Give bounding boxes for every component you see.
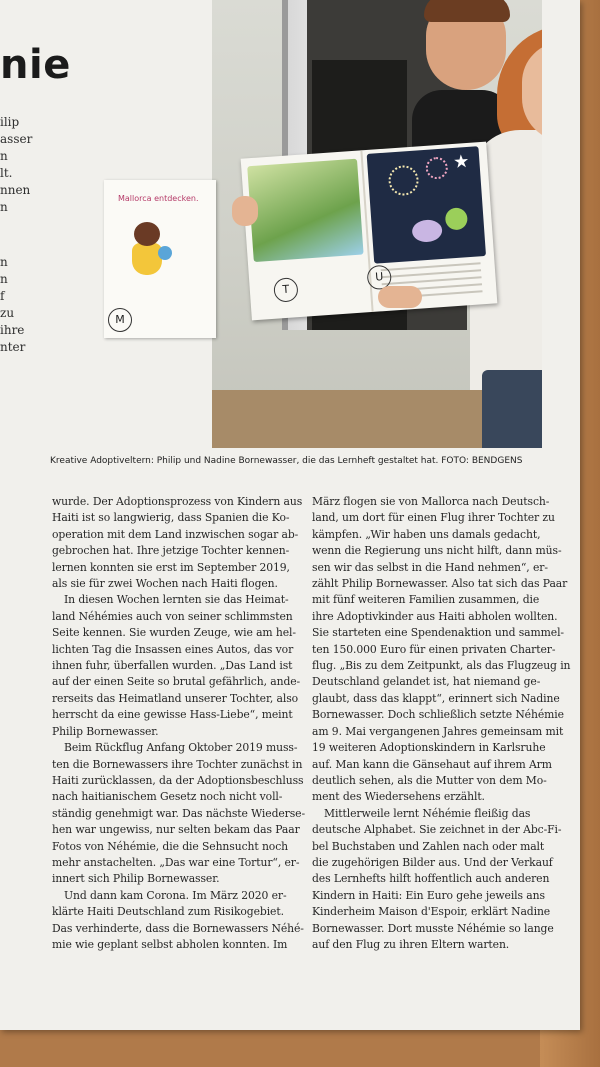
article-text-line: auf den Flug zu ihren Eltern warten. bbox=[312, 937, 510, 951]
workbook-title: Mallorca entdecken. bbox=[118, 194, 199, 203]
child-illustration-head bbox=[134, 222, 160, 246]
cropped-text-line: f bbox=[0, 289, 5, 303]
headline-fragment: nie bbox=[0, 42, 71, 88]
right-hand bbox=[378, 286, 422, 308]
article-text-line: Philip Bornewasser. bbox=[52, 724, 159, 738]
article-text-line: ten die Bornewassers ihre Tochter zunächst in bbox=[52, 757, 303, 771]
cropped-text-line: zu bbox=[0, 306, 15, 320]
article-text-line: ihre Adoptivkinder aus Haiti abholen wollten. bbox=[312, 609, 558, 623]
firework-burst bbox=[425, 156, 448, 179]
article-text-line: mie wie geplant selbst abholen konnten. Im bbox=[52, 937, 288, 951]
article-text-line: 19 weiteren Adoptionskindern in Karlsruhe bbox=[312, 741, 546, 755]
article-text-line: bel Buchstaben und Zahlen nach oder malt bbox=[312, 839, 545, 853]
article-text-line: März flogen sie von Mallorca nach Deutsch- bbox=[312, 495, 550, 508]
cropped-text-line: n bbox=[0, 255, 8, 269]
cropped-text-line: nnen bbox=[0, 183, 31, 197]
article-text-line: Deutschland gelandet ist, hat niemand ge- bbox=[312, 675, 541, 689]
article-text-line: mehr anstachelten. „Das war eine Tortur“, er- bbox=[52, 855, 300, 869]
article-text-line: rerseits das Heimatland unserer Tochter, also bbox=[52, 691, 299, 705]
article-text-line: lernen konnten sie erst im September 2019, bbox=[52, 560, 290, 574]
cropped-text-line: lt. bbox=[0, 166, 13, 180]
cropped-text-line: ilip bbox=[0, 115, 20, 129]
article-text-line: sen wir das selbst in die Hand nehmen“, er- bbox=[312, 560, 548, 574]
article-text-line: glaubt, dass das klappt“, erinnert sich Nadine bbox=[312, 691, 560, 705]
article-text-line: auf. Man kann die Gänsehaut auf ihrem Arm bbox=[312, 757, 552, 771]
article-text-line: Seite kennen. Sie wurden Zeuge, wie am hel- bbox=[52, 626, 296, 640]
woman-jeans bbox=[482, 370, 542, 448]
article-text-line: flug. „Bis zu dem Zeitpunkt, als das Flugzeug in bbox=[312, 659, 571, 673]
photo-caption: Kreative Adoptiveltern: Philip und Nadine Bornewasser, die das Lernheft gestaltet hat. FOTO: BENDGENS bbox=[50, 456, 523, 466]
article-text-line: zählt Philip Bornewasser. Also tat sich das Paar bbox=[312, 577, 568, 591]
cropped-text-line: n bbox=[0, 200, 8, 214]
cropped-text-line: n bbox=[0, 149, 8, 163]
cropped-column-bottom bbox=[0, 254, 40, 356]
letter-m-circle: M bbox=[108, 308, 132, 332]
cropped-text-line: nter bbox=[0, 340, 26, 354]
article-text-line: nach haitianischem Gesetz noch nicht voll- bbox=[52, 790, 283, 804]
article-text-line: Haiti zurücklassen, da der Adoptionsbeschluss bbox=[52, 773, 304, 787]
cropped-text-line: n bbox=[0, 272, 8, 286]
article-text-line: hen war ungewiss, nur selten bekam das Paar bbox=[52, 823, 300, 837]
article-text-line: am 9. Mai vergangenen Jahres gemeinsam mit bbox=[312, 724, 564, 738]
open-abc-book bbox=[241, 142, 498, 321]
article-text-line: ihnen fuhr, überfallen wurden. „Das Land ist bbox=[52, 659, 293, 673]
article-text-line: Sie starteten eine Spendenaktion und sammel- bbox=[312, 626, 564, 640]
grapes-shape bbox=[411, 219, 442, 243]
child-illustration-body bbox=[132, 243, 162, 275]
article-text-line: als sie für zwei Wochen nach Haiti flogen. bbox=[52, 577, 278, 591]
cropped-column-top bbox=[0, 114, 40, 216]
article-text-line: deutlich sehen, als die Mutter von dem Mo- bbox=[312, 773, 547, 787]
article-text-line: Und dann kam Corona. Im März 2020 er- bbox=[64, 888, 287, 902]
article-text-line: wenn die Regierung uns nicht hilft, dann müs- bbox=[312, 544, 562, 558]
article-text-line: Haiti ist so langwierig, dass Spanien die Ko- bbox=[52, 511, 290, 525]
unicorn-illustration bbox=[247, 159, 363, 262]
article-column-right bbox=[312, 494, 572, 953]
left-hand bbox=[232, 196, 258, 226]
article-text-line: kämpfen. „Wir haben uns damals gedacht, bbox=[312, 527, 541, 541]
article-text-line: innert sich Philip Bornewasser. bbox=[52, 872, 220, 886]
article-text-line: ten 150.000 Euro für einen privaten Charter- bbox=[312, 642, 556, 656]
article-text-line: auf der einen Seite so brutal gefährlich, ande- bbox=[52, 675, 301, 689]
article-text-line: Beim Rückflug Anfang Oktober 2019 muss- bbox=[64, 741, 298, 755]
article-text-line: ständig genehmigt war. Das nächste Wiederse- bbox=[52, 806, 306, 820]
article-text-line: wurde. Der Adoptionsprozess von Kindern aus bbox=[52, 495, 303, 508]
article-text-line: Fotos von Néhémie, die die Sehnsucht noch bbox=[52, 839, 289, 853]
article-text-line: Kinderheim Maison d'Espoir, erklärt Nadine bbox=[312, 905, 551, 919]
article-text-line: Kindern in Haiti: Ein Euro gehe jeweils ans bbox=[312, 888, 545, 902]
article-text-line: In diesen Wochen lernten sie das Heimat- bbox=[64, 593, 289, 607]
article-text-line: Das verhinderte, dass die Bornewassers Néhé- bbox=[52, 921, 304, 935]
article-text-line: ment des Wiedersehens erzählt. bbox=[312, 790, 485, 804]
cropped-text-line: asser bbox=[0, 132, 33, 146]
article-text-line: Bornewasser. Dort musste Néhémie so lange bbox=[312, 921, 554, 935]
article-text-line: deutsche Alphabet. Sie zeichnet in der Abc-Fi- bbox=[312, 823, 562, 837]
held-workbook-page bbox=[104, 180, 216, 338]
article-text-line: die zugehörigen Bilder aus. Und der Verkauf bbox=[312, 855, 553, 869]
letter-u-circle: U bbox=[366, 265, 392, 291]
child-illustration-toy bbox=[158, 246, 172, 260]
article-text-line: land, um dort für einen Flug ihrer Tochter zu bbox=[312, 511, 555, 525]
cropped-text-line: ihre bbox=[0, 323, 25, 337]
article-text-line: Bornewasser. Doch schließlich setzte Néhémie bbox=[312, 708, 564, 722]
firework-burst bbox=[388, 164, 420, 196]
article-column-left bbox=[52, 494, 307, 953]
article-text-line: klärte Haiti Deutschland zum Risikogebiet. bbox=[52, 905, 284, 919]
article-text-line: gebrochen hat. Ihre jetzige Tochter kennen- bbox=[52, 544, 290, 558]
letter-t-circle: T bbox=[273, 277, 299, 303]
star-icon: ★ bbox=[452, 150, 471, 173]
article-text-line: lichten Tag die Insassen eines Autos, das vor bbox=[52, 642, 294, 656]
article-text-line: Mittlerweile lernt Néhémie fleißig das bbox=[324, 806, 531, 820]
leaf-shape bbox=[445, 207, 468, 230]
man-hair bbox=[424, 0, 510, 22]
fireworks-illustration bbox=[367, 146, 486, 264]
article-text-line: des Lernhefts hilft hoffentlich auch anderen bbox=[312, 872, 550, 886]
article-text-line: herrscht da eine gewisse Hass-Liebe“, meint bbox=[52, 708, 293, 722]
article-text-line: land Néhémies auch von seiner schlimmsten bbox=[52, 609, 293, 623]
article-text-line: mit fünf weiteren Familien zusammen, die bbox=[312, 593, 540, 607]
article-text-line: operation mit dem Land inzwischen sogar ab- bbox=[52, 527, 299, 541]
